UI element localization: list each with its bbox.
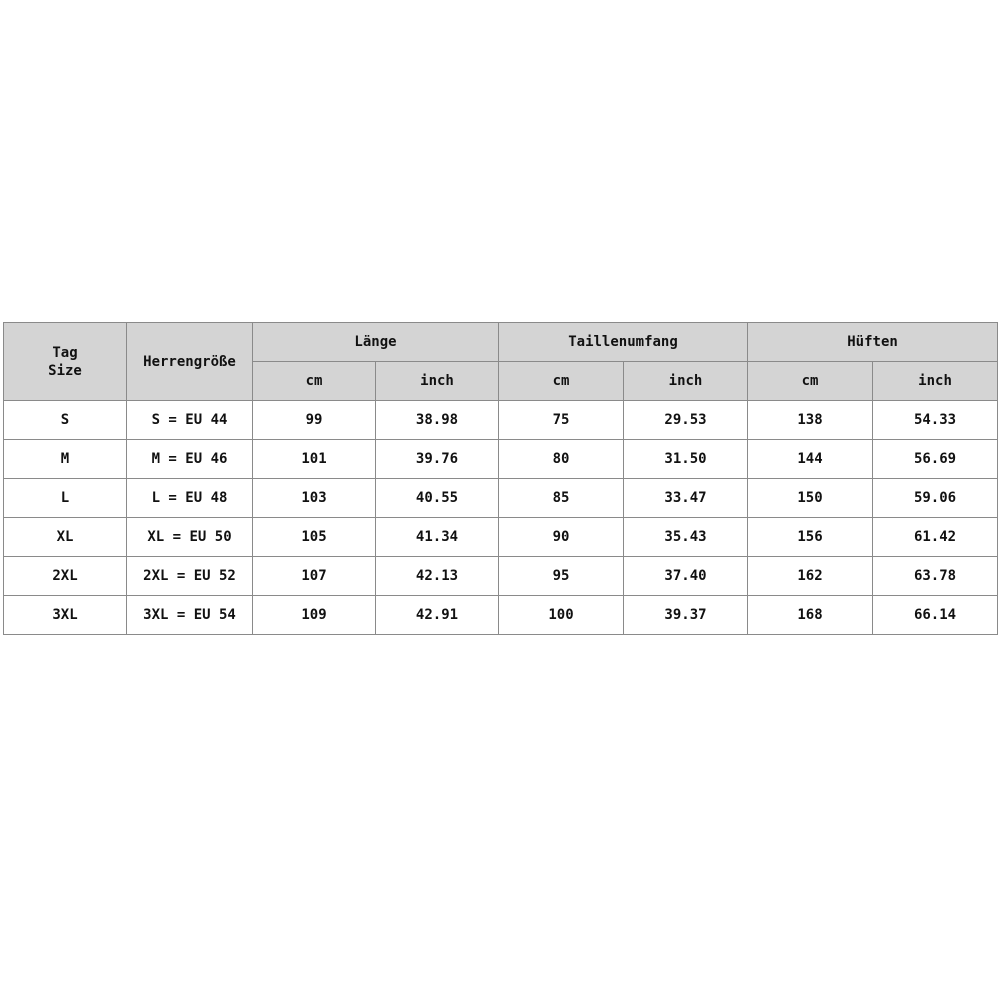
cell-taille-cm: 100 — [499, 596, 624, 635]
cell-tag: L — [4, 479, 127, 518]
header-laenge-cm: cm — [253, 362, 376, 401]
table-row — [4, 401, 998, 440]
cell-laenge-cm: 107 — [253, 557, 376, 596]
cell-hueften-cm: 162 — [748, 557, 873, 596]
cell-taille-inch: 31.50 — [624, 440, 748, 479]
cell-hueften-inch: 61.42 — [873, 518, 998, 557]
cell-tag: S — [4, 401, 127, 440]
table-row — [4, 557, 998, 596]
header-laenge-inch: inch — [376, 362, 499, 401]
cell-hueften-cm: 150 — [748, 479, 873, 518]
cell-laenge-inch: 38.98 — [376, 401, 499, 440]
header-taille-cm: cm — [499, 362, 624, 401]
cell-taille-inch: 29.53 — [624, 401, 748, 440]
table-row — [4, 596, 998, 635]
cell-herren: XL = EU 50 — [127, 518, 253, 557]
cell-laenge-cm: 99 — [253, 401, 376, 440]
cell-taille-cm: 85 — [499, 479, 624, 518]
cell-laenge-inch: 42.91 — [376, 596, 499, 635]
header-row-main — [4, 323, 998, 362]
cell-hueften-inch: 54.33 — [873, 401, 998, 440]
cell-tag: 2XL — [4, 557, 127, 596]
cell-taille-inch: 39.37 — [624, 596, 748, 635]
header-tag-line2: Size — [48, 362, 82, 379]
cell-laenge-cm: 101 — [253, 440, 376, 479]
cell-hueften-cm: 138 — [748, 401, 873, 440]
cell-taille-inch: 33.47 — [624, 479, 748, 518]
cell-herren: S = EU 44 — [127, 401, 253, 440]
header-herrengroesse: Herrengröße — [127, 323, 253, 401]
cell-herren: M = EU 46 — [127, 440, 253, 479]
cell-hueften-cm: 144 — [748, 440, 873, 479]
cell-laenge-inch: 41.34 — [376, 518, 499, 557]
cell-taille-cm: 90 — [499, 518, 624, 557]
cell-taille-cm: 80 — [499, 440, 624, 479]
header-hueften-inch: inch — [873, 362, 998, 401]
cell-hueften-inch: 59.06 — [873, 479, 998, 518]
size-chart-table — [3, 322, 998, 635]
cell-taille-inch: 35.43 — [624, 518, 748, 557]
cell-tag: XL — [4, 518, 127, 557]
header-hueften: Hüften — [748, 323, 998, 362]
cell-hueften-cm: 168 — [748, 596, 873, 635]
table-row — [4, 518, 998, 557]
cell-hueften-inch: 66.14 — [873, 596, 998, 635]
cell-herren: 3XL = EU 54 — [127, 596, 253, 635]
header-tag-line1: Tag — [52, 344, 78, 361]
cell-taille-inch: 37.40 — [624, 557, 748, 596]
cell-taille-cm: 75 — [499, 401, 624, 440]
cell-hueften-inch: 63.78 — [873, 557, 998, 596]
table-row — [4, 440, 998, 479]
cell-laenge-cm: 109 — [253, 596, 376, 635]
header-tag-size — [4, 323, 127, 401]
header-taillenumfang: Taillenumfang — [499, 323, 748, 362]
cell-herren: 2XL = EU 52 — [127, 557, 253, 596]
cell-tag: 3XL — [4, 596, 127, 635]
cell-laenge-inch: 42.13 — [376, 557, 499, 596]
cell-laenge-inch: 40.55 — [376, 479, 499, 518]
cell-laenge-cm: 103 — [253, 479, 376, 518]
table-row — [4, 479, 998, 518]
cell-herren: L = EU 48 — [127, 479, 253, 518]
cell-tag: M — [4, 440, 127, 479]
header-taille-inch: inch — [624, 362, 748, 401]
cell-laenge-inch: 39.76 — [376, 440, 499, 479]
header-laenge: Länge — [253, 323, 499, 362]
cell-taille-cm: 95 — [499, 557, 624, 596]
cell-laenge-cm: 105 — [253, 518, 376, 557]
cell-hueften-cm: 156 — [748, 518, 873, 557]
cell-hueften-inch: 56.69 — [873, 440, 998, 479]
header-hueften-cm: cm — [748, 362, 873, 401]
